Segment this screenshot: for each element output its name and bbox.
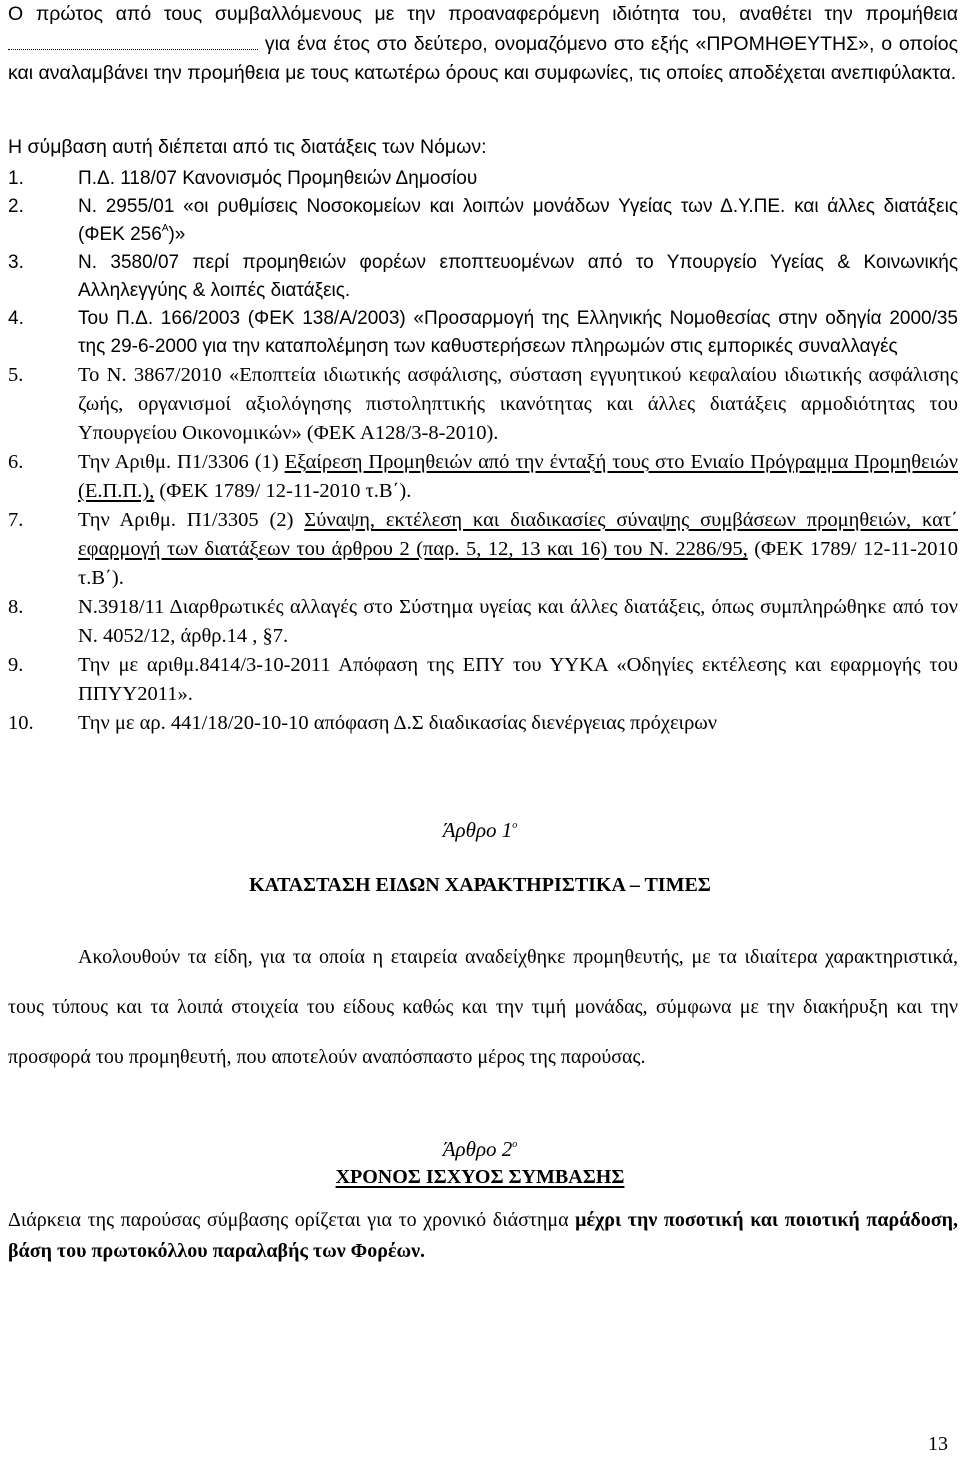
law-text-end: )» xyxy=(168,224,186,245)
article-2-body-text: Διάρκεια της παρούσας σύμβασης ορίζεται για το χρονικό διάστημα xyxy=(8,1209,576,1231)
law-text: Του Π.Δ. 166/2003 (ΦΕΚ 138/Α/2003) «Προσαρμογή της Ελληνικής Νομοθεσίας στην οδηγία 2000/35 της 29-6-2000 για την καταπολέμηση των καθυστερήσεων πληρωμών στις εμπορικές συναλλαγές xyxy=(78,308,958,357)
article-2-body-bold: μέχρι την ποσοτική και ποιοτική παράδοση, βάση του πρωτοκόλλου παραλαβής των Φορέων. xyxy=(8,1209,958,1262)
intro-paragraph xyxy=(8,0,958,89)
law-number: 5. xyxy=(8,364,24,386)
page-number: 13 xyxy=(928,1433,948,1455)
law-item-5 xyxy=(8,361,958,448)
article-1-title xyxy=(0,818,960,843)
governing-laws-heading: Η σύμβαση αυτή διέπεται από τις διατάξεις των Νόμων: xyxy=(8,136,487,158)
article-1-body: Ακολουθούν τα είδη, για τα οποία η εταιρεία αναδείχθηκε προμηθευτής, με τα ιδιαίτερα χαρακτηριστικά, τους τύπους και τα λοιπά στοιχεία του είδους καθώς και την τιμή μονάδας, σύμφωνα με την διακήρυξη και την προσφορά του προμηθευτή, που αποτελούν αναπόσπαστο μέρος της παρούσας. xyxy=(8,946,958,1068)
law-text: Την με αριθμ.8414/3-10-2011 Απόφαση της ΕΠΥ του ΥΥΚΑ «Οδηγίες εκτέλεσης και εφαρμογής του ΠΠΥΥ2011». xyxy=(78,654,958,705)
law-text: Ν.3918/11 Διαρθρωτικές αλλαγές στο Σύστημα υγείας και άλλες διατάξεις, όπως συμπληρώθηκε από τον Ν. 4052/12, άρθρ.14 , §7. xyxy=(78,596,958,647)
law-item-4 xyxy=(8,305,958,361)
law-number: 10. xyxy=(8,712,34,734)
law-text xyxy=(78,506,958,593)
law-item-8 xyxy=(8,593,958,651)
law-text-main: Ν. 2955/01 «οι ρυθμίσεις Νοσοκομείων και λοιπών μονάδων Υγείας των Δ.Υ.ΠΕ. και άλλες διατάξεις (ΦΕΚ 256 xyxy=(78,196,958,245)
law-text: Π.Δ. 118/07 Κανονισμός Προμηθειών Δημοσίου xyxy=(78,168,478,189)
law-number: 3. xyxy=(8,252,24,273)
law-number: 4. xyxy=(8,308,24,329)
article-1-title-sup: ο xyxy=(512,820,518,831)
law-item-10 xyxy=(8,709,958,738)
law-number: 6. xyxy=(8,451,24,473)
law-number: 2. xyxy=(8,196,24,217)
blank-fill-line xyxy=(8,31,258,50)
law-text-underlined: Εξαίρεση Προμηθειών από την ένταξή τους στο Ενιαίο Πρόγραμμα Προμηθειών (Ε.Π.Π.), xyxy=(78,451,958,502)
law-text-start: Την Αριθμ. Π1/3305 (2) xyxy=(78,509,305,531)
law-item-6 xyxy=(8,448,958,506)
law-item-7 xyxy=(8,506,958,593)
law-number: 9. xyxy=(8,654,24,676)
law-text xyxy=(78,193,958,249)
law-number: 7. xyxy=(8,509,24,531)
article-2-title-text: Άρθρο 2 xyxy=(442,1137,513,1161)
law-number: 1. xyxy=(8,168,24,189)
law-text: Ν. 3580/07 περί προμηθειών φορέων εποπτευομένων από το Υπουργείο Υγείας & Κοινωνικής Αλληλεγγύης & λοιπές διατάξεις. xyxy=(78,252,958,301)
superscript: Α xyxy=(161,223,169,234)
law-text: Την με αρ. 441/18/20-10-10 απόφαση Δ.Σ διαδικασίας διενέργειας πρόχειρων xyxy=(78,712,718,734)
article-1-heading: ΚΑΤΑΣΤΑΣΗ ΕΙΔΩΝ ΧΑΡΑΚΤΗΡΙΣΤΙΚΑ – ΤΙΜΕΣ xyxy=(249,874,711,896)
law-item-1 xyxy=(8,165,958,193)
law-text-end: (ΦΕΚ 1789/ 12-11-2010 τ.Β΄). xyxy=(154,480,412,502)
article-2-title xyxy=(0,1137,960,1162)
law-text-end: (ΦΕΚ 1789/ 12-11-2010 τ.Β΄). xyxy=(78,538,958,589)
article-2-title-sup: ο xyxy=(512,1139,518,1150)
laws-list xyxy=(8,165,958,738)
article-2-heading: ΧΡΟΝΟΣ ΙΣΧΥΟΣ ΣΥΜΒΑΣΗΣ xyxy=(335,1166,625,1188)
law-number: 8. xyxy=(8,596,24,618)
intro-text-2: για ένα έτος στο δεύτερο, ονομαζόμενο στο εξής «ΠΡΟΜΗΘΕΥΤΗΣ», ο οποίος και αναλαμβάνει την προμήθεια με τους κατωτέρω όρους και συμφωνίες, τις οποίες αποδέχεται ανεπιφύλακτα. xyxy=(8,32,959,84)
law-item-9 xyxy=(8,651,958,709)
law-item-2 xyxy=(8,193,958,249)
law-text xyxy=(78,448,958,506)
intro-text-1: Ο πρώτος από τους συμβαλλόμενους με την προαναφερόμενη ιδιότητα του, αναθέτει την προμήθεια xyxy=(8,3,958,25)
law-text: Το Ν. 3867/2010 «Εποπτεία ιδιωτικής ασφάλισης, σύσταση εγγυητικού κεφαλαίου ιδιωτικής ασφάλισης ζωής, οργανισμοί αξιολόγησης πιστοληπτικής ικανότητας και άλλες διατάξεις αρμοδιότητας του Υπουργείου Οικονομικών» (ΦΕΚ Α128/3-8-2010). xyxy=(78,364,958,444)
article-2-body xyxy=(8,1205,958,1267)
law-text-underlined: Σύναψη, εκτέλεση και διαδικασίες σύναψης συμβάσεων προμηθειών, κατ΄ εφαρμογή των διατάξεων του άρθρου 2 (παρ. 5, 12, 13 και 16) του Ν. 2286/95, xyxy=(78,509,958,560)
article-1-title-text: Άρθρο 1 xyxy=(442,818,513,842)
law-text-start: Την Αριθμ. Π1/3306 (1) xyxy=(78,451,285,473)
law-item-3 xyxy=(8,249,958,305)
